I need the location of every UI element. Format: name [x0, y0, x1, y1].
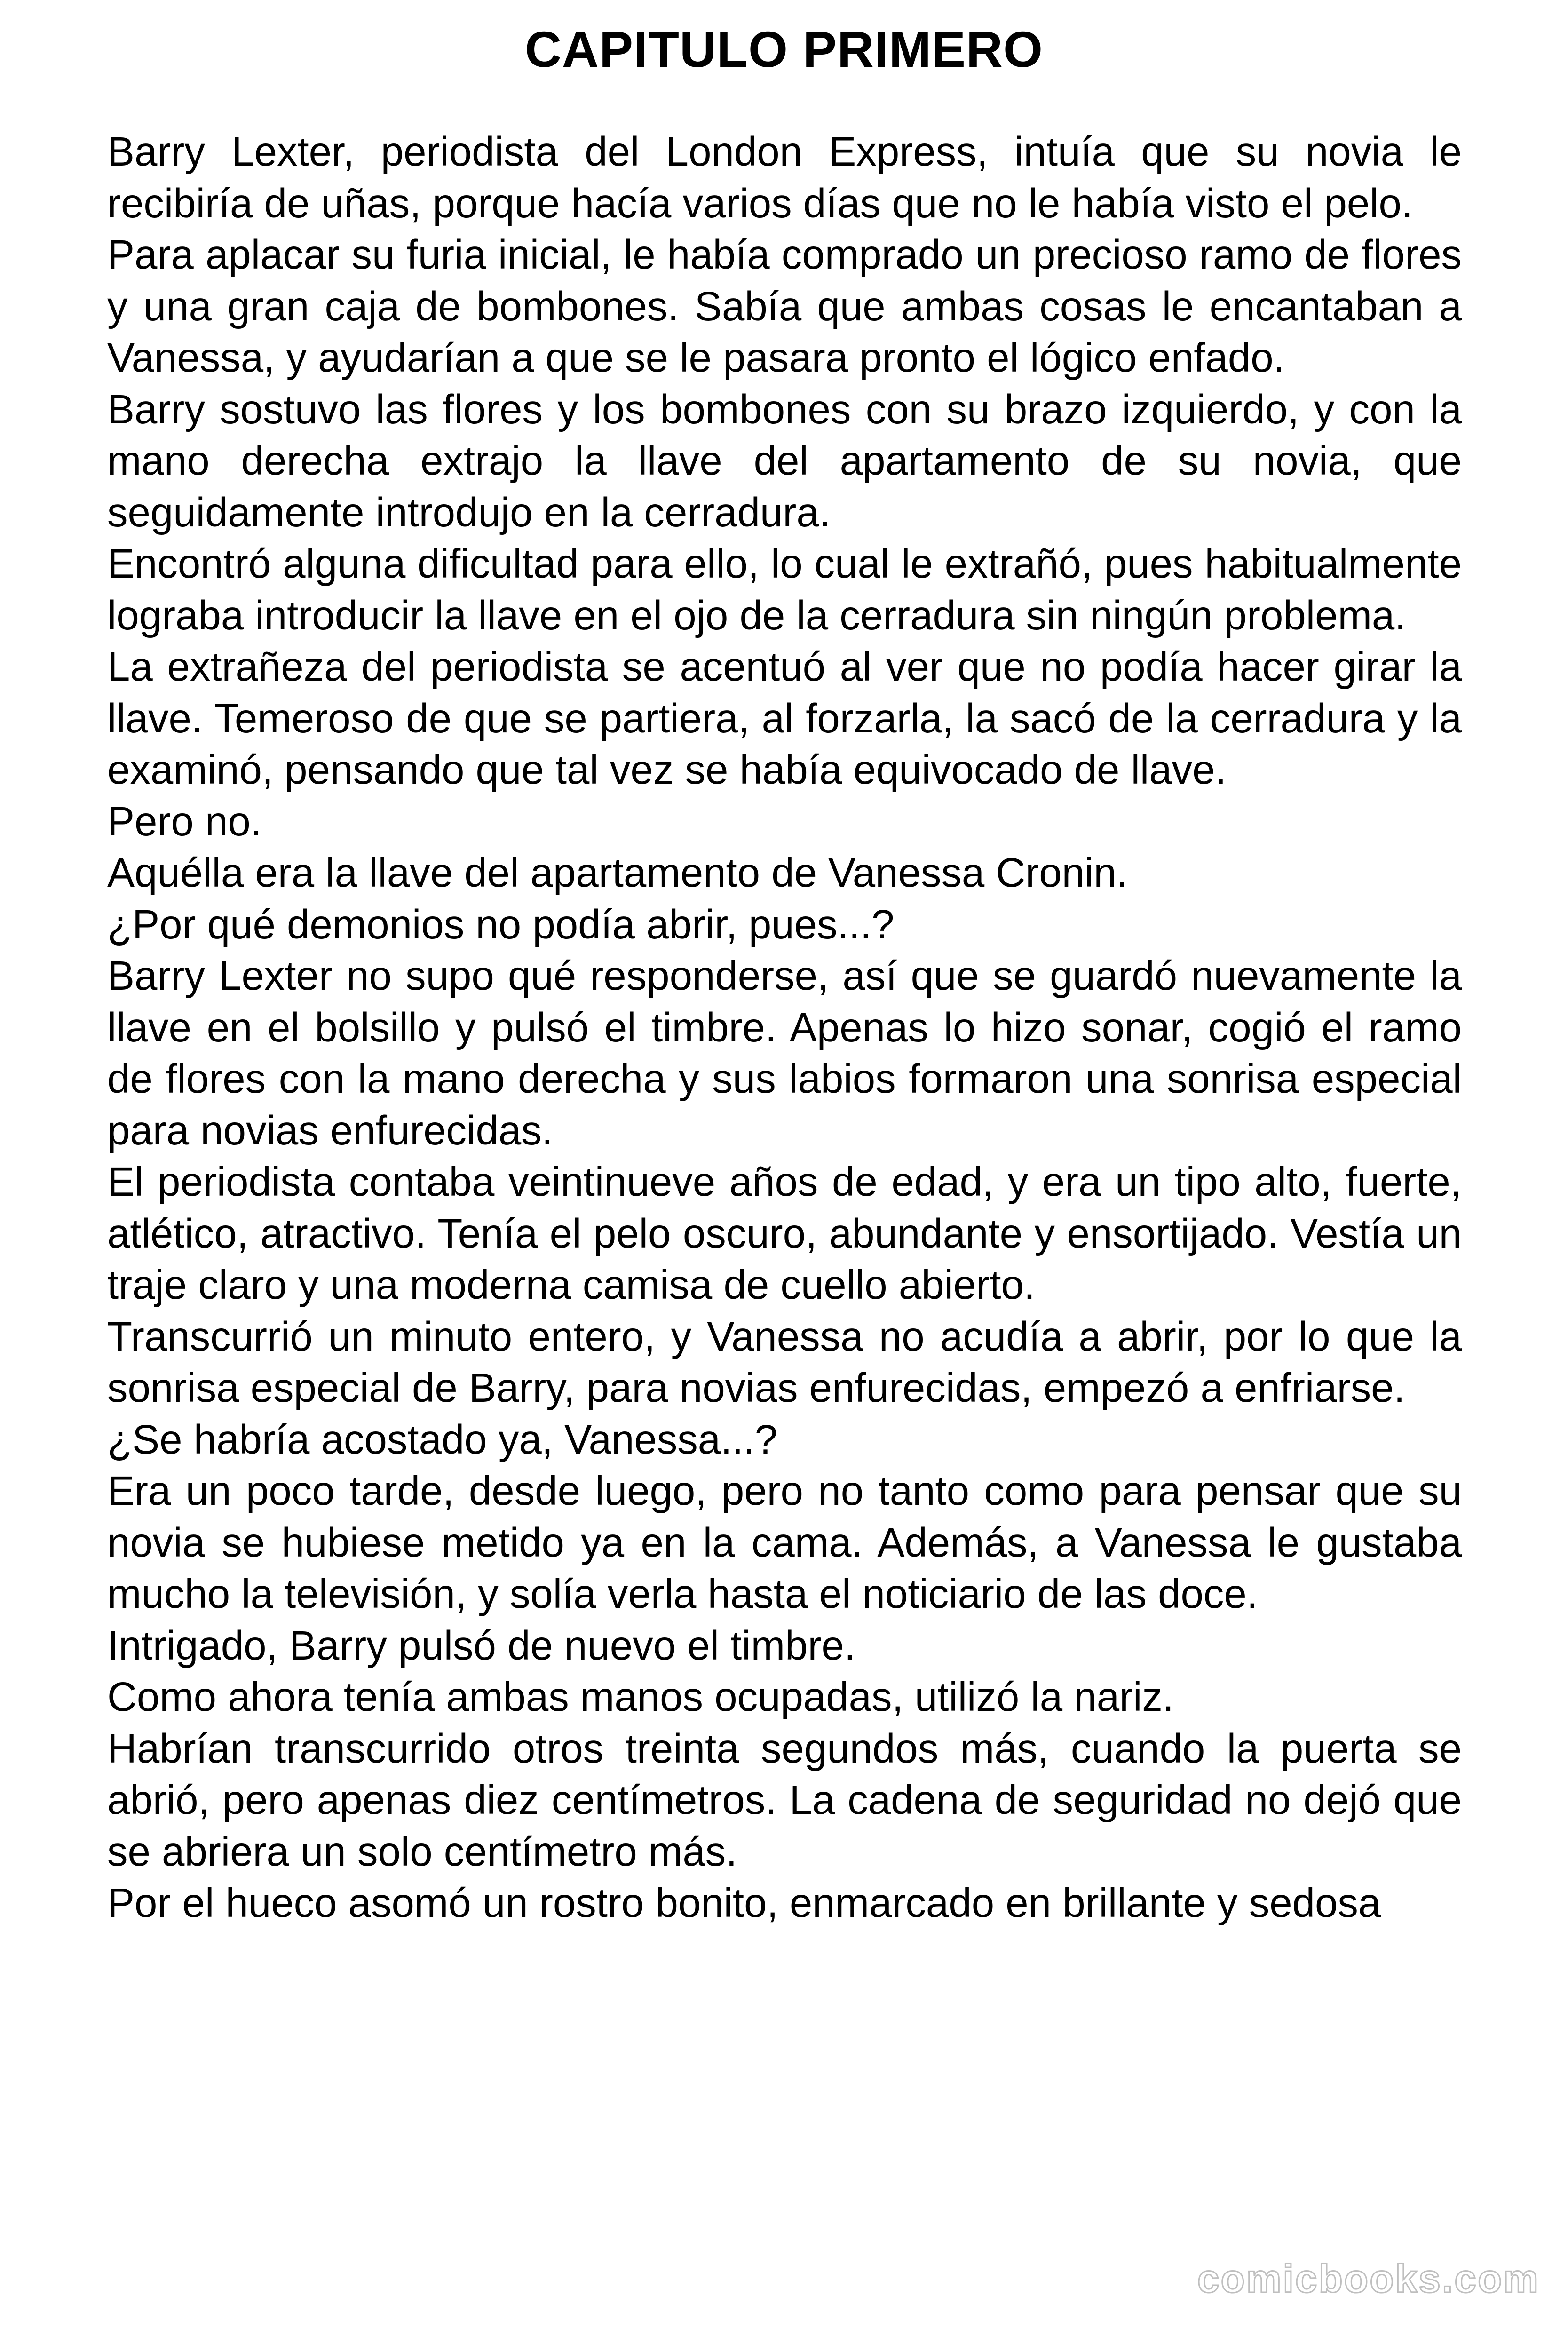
paragraph: Habrían transcurrido otros treinta segundos más, cuando la puerta se abrió, pero apenas diez centímetros. La cadena de seguridad no dejó que se abriera un solo centímetro más. [107, 1725, 1462, 1875]
paragraph: Pero no. [107, 798, 262, 844]
chapter-title: CAPITULO PRIMERO [524, 21, 1043, 78]
paragraph: Barry sostuvo las flores y los bombones con su brazo izquierdo, y con la mano derecha extrajo la llave del apartamento de su novia, que seguidamente introdujo en la cerradura. [107, 386, 1462, 535]
paragraph: Encontró alguna dificultad para ello, lo cual le extrañó, pues habitualmente lograba introducir la llave en el ojo de la cerradura sin ningún problema. [107, 541, 1462, 638]
paragraph: Para aplacar su furia inicial, le había comprado un precioso ramo de flores y una gran caja de bombones. Sabía que ambas cosas le encantaban a Vanessa, y ayudarían a que se le pasara pronto el lógico enfado. [107, 232, 1462, 381]
paragraph: Aquélla era la llave del apartamento de Vanessa Cronin. [107, 850, 1128, 896]
paragraph: Transcurrió un minuto entero, y Vanessa no acudía a abrir, por lo que la sonrisa especial de Barry, para novias enfurecidas, empezó a enfriarse. [107, 1313, 1462, 1411]
paragraph: Barry Lexter, periodista del London Express, intuía que su novia le recibiría de uñas, porque hacía varios días que no le había visto el pelo. [107, 129, 1462, 226]
paragraph: La extrañeza del periodista se acentuó al ver que no podía hacer girar la llave. Temeroso de que se partiera, al forzarla, la sacó de la cerradura y la examinó, pensando que tal vez se había equivocado de llave. [107, 644, 1462, 793]
watermark: comicbooks.com [1197, 2257, 1540, 2301]
paragraph: Era un poco tarde, desde luego, pero no tanto como para pensar que su novia se hubiese metido ya en la cama. Además, a Vanessa le gustaba mucho la televisión, y solía verla hasta el noticiario de las doce. [107, 1468, 1462, 1617]
paragraph: ¿Por qué demonios no podía abrir, pues...? [107, 901, 895, 947]
paragraph: Por el hueco asomó un rostro bonito, enmarcado en brillante y sedosa [107, 1880, 1381, 1926]
body-text [107, 126, 1462, 1929]
paragraph: El periodista contaba veintinueve años de edad, y era un tipo alto, fuerte, atlético, atractivo. Tenía el pelo oscuro, abundante y ensortijado. Vestía un traje claro y una moderna camisa de cuello abierto. [107, 1159, 1462, 1308]
paragraph: ¿Se habría acostado ya, Vanessa...? [107, 1416, 778, 1462]
paragraph: Como ahora tenía ambas manos ocupadas, utilizó la nariz. [107, 1674, 1174, 1720]
paragraph: Intrigado, Barry pulsó de nuevo el timbre. [107, 1622, 856, 1669]
paragraph: Barry Lexter no supo qué responderse, así que se guardó nuevamente la llave en el bolsillo y pulsó el timbre. Apenas lo hizo sonar, cogió el ramo de flores con la mano derecha y sus labios formaron una sonrisa especial para novias enfurecidas. [107, 953, 1462, 1153]
